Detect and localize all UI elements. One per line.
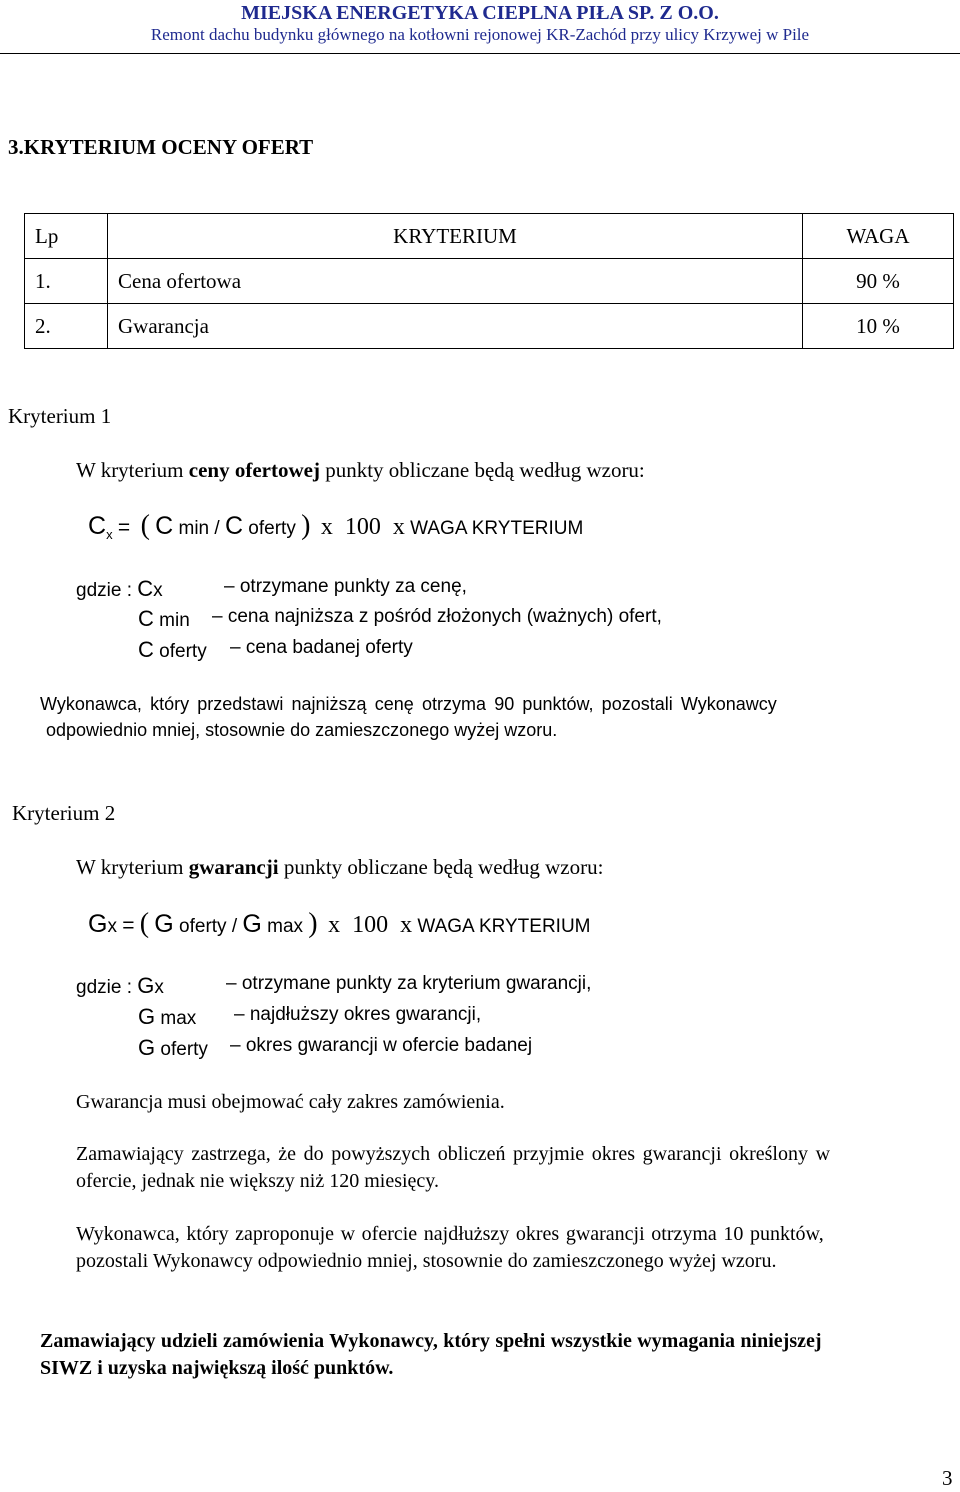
table-header-row bbox=[25, 214, 954, 259]
formula-eq: = bbox=[122, 914, 135, 937]
formula-tail: x 100 x bbox=[320, 514, 405, 540]
formula-tail: x 100 x bbox=[328, 912, 413, 938]
row-weight: 90 % bbox=[803, 259, 954, 304]
formula-den-letter: C bbox=[224, 512, 244, 540]
formula-close-paren: ) bbox=[301, 510, 311, 541]
formula-num-rest: min / bbox=[173, 518, 225, 539]
legend-desc: – otrzymane punkty za kryterium gwarancji, bbox=[226, 973, 592, 994]
legend-rest: min bbox=[153, 610, 190, 631]
intro-bold: ceny ofertowej bbox=[188, 458, 320, 482]
legend-rest: x bbox=[154, 977, 164, 998]
legend-letter: C bbox=[138, 637, 154, 662]
legend-rest: x bbox=[153, 580, 163, 601]
formula-num-letter: C bbox=[155, 512, 174, 540]
kryterium2-title: Kryterium 2 bbox=[12, 801, 116, 825]
kryterium2-para2-line2: ofercie, jednak nie większy niż 120 miesięcy. bbox=[76, 1170, 440, 1192]
header-criterion: KRYTERIUM bbox=[108, 214, 803, 259]
legend-rest: oferty bbox=[153, 641, 207, 662]
header-divider bbox=[0, 53, 960, 54]
formula-den-letter: G bbox=[242, 910, 262, 938]
legend-prefix: gdzie : bbox=[76, 580, 138, 601]
kryterium1-note-line2: odpowiednio mniej, stosownie do zamieszczonego wyżej wzoru. bbox=[46, 720, 558, 740]
row-criterion: Cena ofertowa bbox=[108, 259, 803, 304]
legend-row bbox=[138, 637, 207, 663]
header-subtitle: Remont dachu budynku głównego na kotłowni rejonowej KR-Zachód przy ulicy Krzywej w Pile bbox=[150, 25, 810, 44]
legend-prefix: gdzie : bbox=[76, 977, 138, 998]
header-lp: Lp bbox=[25, 214, 108, 259]
formula-lhs-sub: x bbox=[106, 527, 113, 542]
legend-rest: max bbox=[155, 1008, 197, 1029]
formula-den-rest: max bbox=[261, 916, 304, 937]
formula-open-paren: ( bbox=[139, 908, 150, 939]
legend-letter: C bbox=[137, 576, 154, 601]
legend-desc: – okres gwarancji w ofercie badanej bbox=[230, 1035, 533, 1056]
legend-desc: – cena badanej oferty bbox=[230, 637, 413, 658]
kryterium2-intro bbox=[76, 855, 603, 880]
legend-row bbox=[138, 1004, 196, 1030]
formula-open-paren: ( bbox=[140, 510, 150, 541]
formula-lhs: G bbox=[88, 910, 108, 938]
formula-num-letter: G bbox=[154, 910, 174, 938]
legend-rest: oferty bbox=[155, 1039, 208, 1060]
kryterium1-intro bbox=[76, 458, 645, 483]
kryterium2-para1: Gwarancja musi obejmować cały zakres zamówienia. bbox=[76, 1091, 505, 1113]
legend-row bbox=[76, 576, 163, 602]
legend-desc: – cena najniższa z pośród złożonych (ważnych) ofert, bbox=[212, 606, 662, 627]
formula-label: WAGA KRYTERIUM bbox=[410, 518, 584, 539]
page-number: 3 bbox=[942, 1466, 953, 1490]
conclusion-line2: SIWZ i uzyska największą ilość punktów. bbox=[40, 1357, 394, 1379]
intro-text: W kryterium bbox=[76, 458, 189, 482]
kryterium1-title: Kryterium 1 bbox=[8, 404, 112, 428]
kryterium2-para3-line1: Wykonawca, który zaproponuje w ofercie najdłuższy okres gwarancji otrzyma 10 punktów, bbox=[76, 1223, 824, 1245]
kryterium2-formula bbox=[88, 908, 591, 940]
formula-eq: = bbox=[117, 516, 131, 539]
criteria-table bbox=[24, 213, 954, 349]
intro-bold: gwarancji bbox=[188, 855, 279, 879]
legend-row bbox=[76, 973, 164, 999]
legend-letter: G bbox=[137, 973, 155, 998]
row-weight: 10 % bbox=[803, 304, 954, 349]
legend-row bbox=[138, 1035, 208, 1061]
intro-text: punkty obliczane będą według wzoru: bbox=[319, 458, 645, 482]
conclusion-line1: Zamawiający udzieli zamówienia Wykonawcy, który spełni wszystkie wymagania niniejszej bbox=[40, 1330, 822, 1352]
intro-text: W kryterium bbox=[76, 855, 189, 879]
kryterium1-formula bbox=[88, 510, 583, 542]
legend-letter: C bbox=[138, 606, 154, 631]
kryterium1-note-line1: Wykonawca, który przedstawi najniższą cenę otrzyma 90 punktów, pozostali Wykonawcy bbox=[40, 694, 777, 714]
row-criterion: Gwarancja bbox=[108, 304, 803, 349]
formula-den-rest: oferty bbox=[243, 518, 296, 539]
intro-text: punkty obliczane będą według wzoru: bbox=[278, 855, 604, 879]
table-row bbox=[25, 259, 954, 304]
formula-label: WAGA KRYTERIUM bbox=[417, 916, 591, 937]
formula-close-paren: ) bbox=[308, 908, 318, 939]
kryterium2-para3-line2: pozostali Wykonawcy odpowiednio mniej, stosownie do zamieszczonego wyżej wzoru. bbox=[76, 1250, 777, 1272]
table-row bbox=[25, 304, 954, 349]
legend-desc: – najdłuższy okres gwarancji, bbox=[234, 1004, 482, 1025]
legend-letter: G bbox=[138, 1035, 156, 1060]
kryterium2-para2-line1: Zamawiający zastrzega, że do powyższych obliczeń przyjmie okres gwarancji określony w bbox=[76, 1143, 831, 1165]
legend-row bbox=[138, 606, 190, 632]
formula-num-rest: oferty / bbox=[173, 916, 243, 937]
section-title: 3.KRYTERIUM OCENY OFERT bbox=[8, 135, 314, 159]
header-company: MIEJSKA ENERGETYKA CIEPLNA PIŁA SP. Z O.O. bbox=[241, 2, 719, 24]
row-lp: 1. bbox=[25, 259, 108, 304]
formula-lhs: C bbox=[88, 512, 107, 540]
row-lp: 2. bbox=[25, 304, 108, 349]
legend-letter: G bbox=[138, 1004, 156, 1029]
legend-desc: – otrzymane punkty za cenę, bbox=[224, 576, 467, 597]
header-weight: WAGA bbox=[803, 214, 954, 259]
formula-lhs-rest: x bbox=[107, 916, 117, 937]
